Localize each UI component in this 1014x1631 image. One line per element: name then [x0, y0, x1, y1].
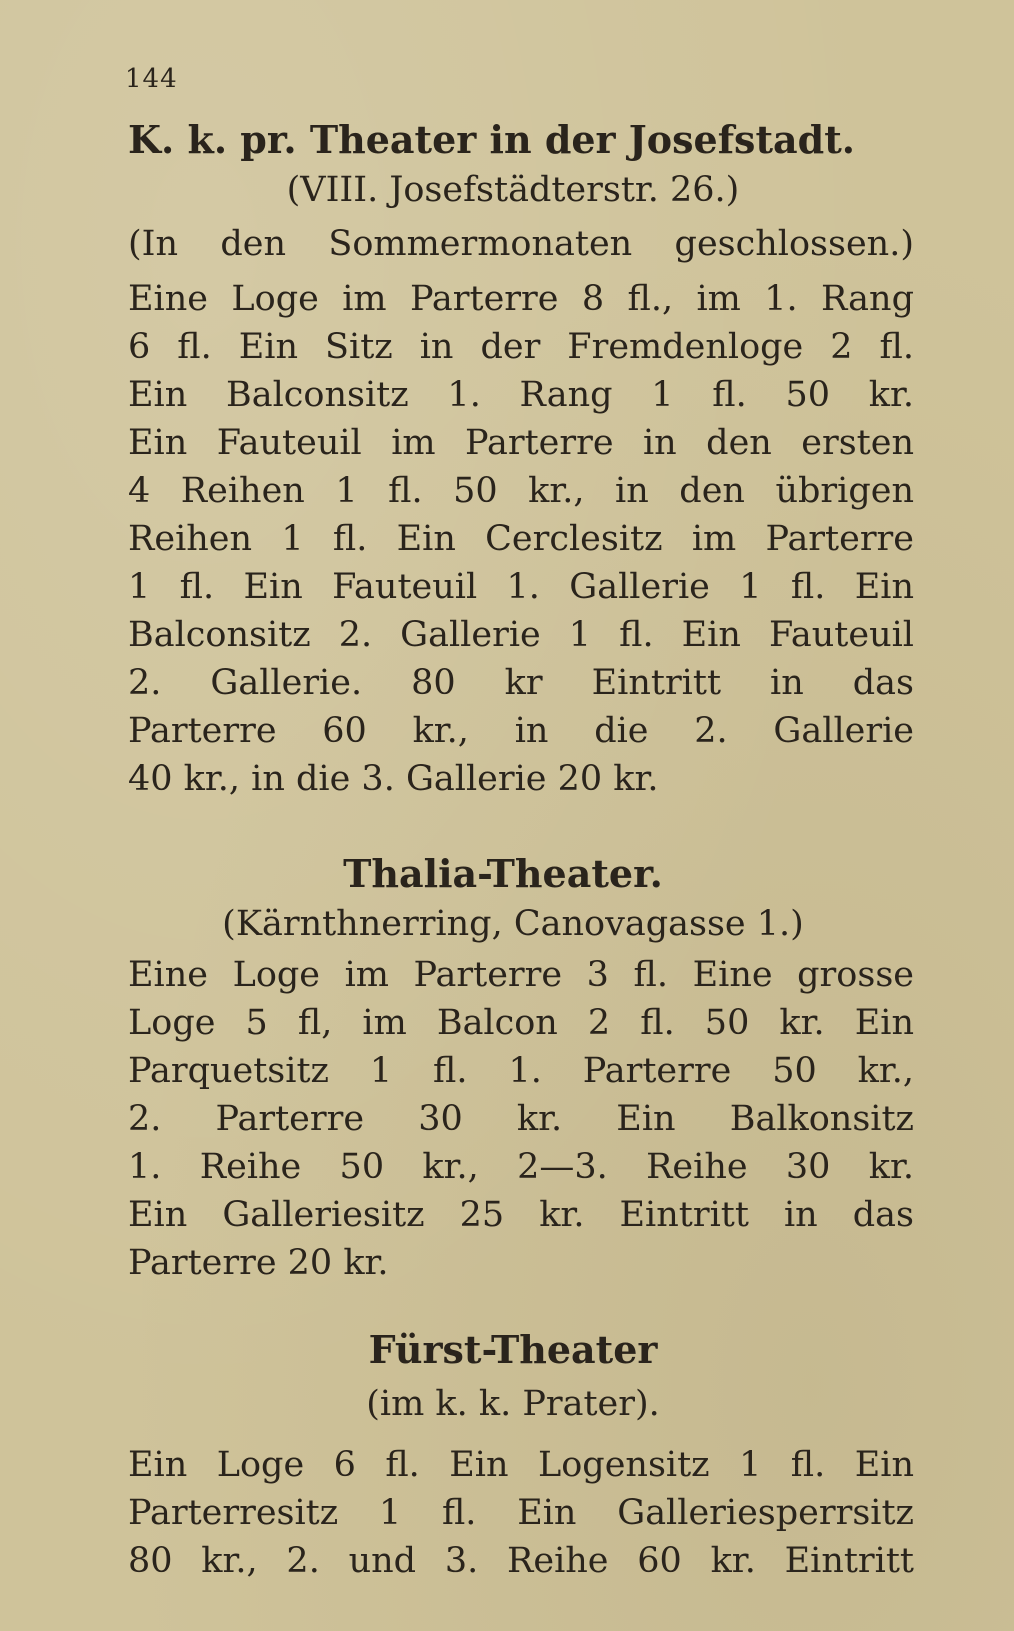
text-line: Ein Galleriesitz 25 kr. Eintritt in das: [128, 1195, 914, 1235]
page-number: 144: [125, 64, 178, 94]
section-address-josefstadt: (VIII. Josefstädterstr. 26.): [286, 170, 740, 210]
text-line: Reihen 1 fl. Ein Cerclesitz im Parterre: [128, 519, 914, 559]
text-line: Eine Loge im Parterre 3 fl. Eine grosse: [128, 955, 914, 995]
text-line: Parquetsitz 1 fl. 1. Parterre 50 kr.,: [128, 1051, 914, 1091]
text-line: Balconsitz 2. Gallerie 1 fl. Ein Fauteuil: [128, 615, 914, 655]
section-address-thalia: (Kärnthnerring, Canovagasse 1.): [222, 904, 804, 944]
text-line: Ein Fauteuil im Parterre in den ersten: [128, 423, 914, 463]
section-note-josefstadt: (In den Sommermonaten geschlossen.): [128, 224, 914, 264]
text-line: 1. Reihe 50 kr., 2—3. Reihe 30 kr.: [128, 1147, 914, 1187]
section-address-fuerst: (im k. k. Prater).: [366, 1384, 660, 1424]
section-title-josefstadt: K. k. pr. Theater in der Josefstadt.: [128, 117, 855, 162]
text-line: Ein Loge 6 fl. Ein Logensitz 1 fl. Ein: [128, 1445, 914, 1485]
text-line: 6 fl. Ein Sitz in der Fremdenloge 2 fl.: [128, 327, 914, 367]
text-line: 2. Parterre 30 kr. Ein Balkonsitz: [128, 1099, 914, 1139]
text-line: Parterre 20 kr.: [128, 1243, 389, 1283]
text-line: Ein Balconsitz 1. Rang 1 fl. 50 kr.: [128, 375, 914, 415]
section-title-fuerst: Fürst-Theater: [368, 1327, 658, 1372]
text-line: 4 Reihen 1 fl. 50 kr., in den übrigen: [128, 471, 914, 511]
text-line: Loge 5 fl, im Balcon 2 fl. 50 kr. Ein: [128, 1003, 914, 1043]
text-line: Eine Loge im Parterre 8 fl., im 1. Rang: [128, 279, 914, 319]
text-line: 1 fl. Ein Fauteuil 1. Gallerie 1 fl. Ein: [128, 567, 914, 607]
text-line: Parterre 60 kr., in die 2. Gallerie: [128, 711, 914, 751]
text-line: 2. Gallerie. 80 kr Eintritt in das: [128, 663, 914, 703]
section-title-thalia: Thalia-Theater.: [343, 851, 663, 896]
text-line: 40 kr., in die 3. Gallerie 20 kr.: [128, 759, 659, 799]
text-line: 80 kr., 2. und 3. Reihe 60 kr. Eintritt: [128, 1541, 914, 1581]
text-line: Parterresitz 1 fl. Ein Galleriesperrsitz: [128, 1493, 914, 1533]
